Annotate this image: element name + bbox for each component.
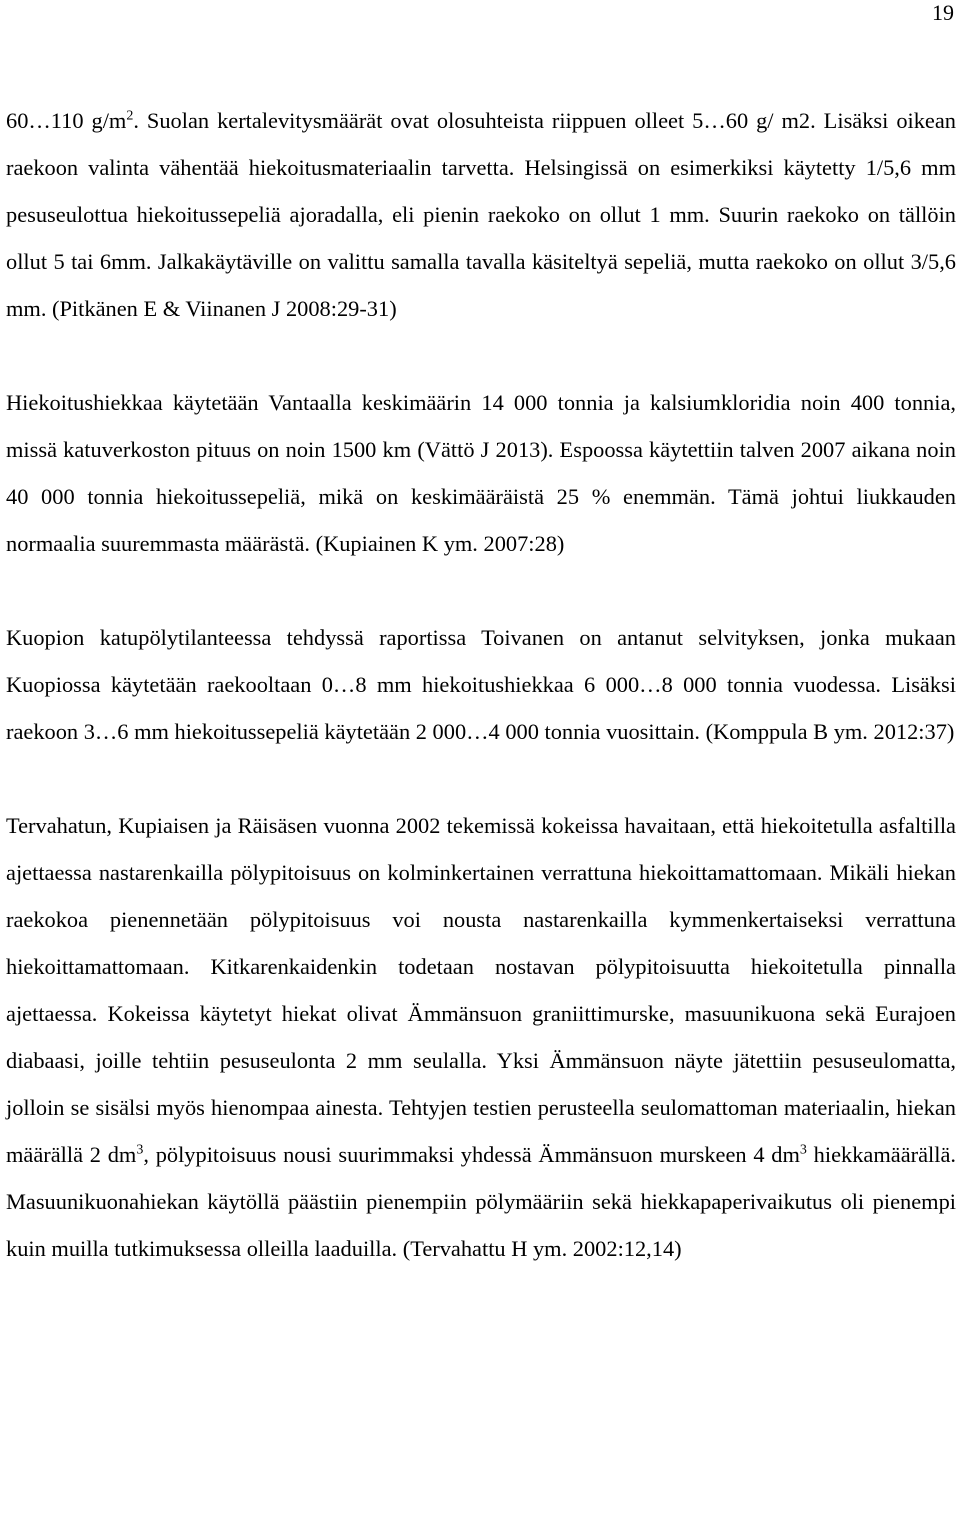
paragraph-text: 60…110 g/m	[6, 108, 127, 133]
body-text	[6, 97, 956, 1272]
paragraph-text: . Suolan kertalevitysmäärät ovat olosuhteista riippuen olleet 5…60 g/ m2. Lisäksi oikean raekoon valinta vähentää hiekoitusmateriaalin tarvetta. Helsingissä on esimerkiksi käytetty 1/5,6 mm pesuseulottua hiekoitussepeliä ajoradalla, eli pienin raekoko on ollut 1 mm. Suurin raekoko on tällöin ollut 5 tai 6mm. Jalkakäytäville on valittu samalla tavalla käsiteltyä sepeliä, mutta raekoko on ollut 3/5,6 mm. (Pitkänen E & Viinanen J 2008:29-31)	[6, 108, 957, 321]
paragraph-gap	[6, 755, 956, 802]
paragraph-road-salting	[6, 97, 956, 332]
paragraph-vantaa: Hiekoitushiekkaa käytetään Vantaalla keskimäärin 14 000 tonnia ja kalsiumkloridia noin 400 tonnia, missä katuverkoston pituus on noin 1500 km (Vättö J 2013). Espoossa käytettiin talven 2007 aikana noin 40 000 tonnia hiekoitussepeliä, mikä on keskimääräistä 25 % enemmän. Tämä johtui liukkauden normaalia suuremmasta määrästä. (Kupiainen K ym. 2007:28)	[6, 390, 956, 556]
paragraph-text: , pölypitoisuus nousi suurimmaksi yhdessä Ämmänsuon murskeen 4 dm	[143, 1142, 800, 1167]
paragraph-gap	[6, 567, 956, 614]
paragraph-text: hiekkamäärällä. Masuunikuonahiekan käytöllä päästiin pienempiin pölymääriin sekä hiekkapaperivaikutus oli pienempi kuin muilla tutkimuksessa olleilla laaduilla. (Tervahattu H ym. 2002:12,14)	[6, 1142, 957, 1261]
superscript: 3	[799, 1142, 807, 1158]
page-number: 19	[932, 0, 954, 25]
paragraph-text: Tervahatun, Kupiaisen ja Räisäsen vuonna 2002 tekemissä kokeissa havaitaan, että hiekoitetulla asfaltilla ajettaessa nastarenkailla pölypitoisuus on kolminkertainen verrattuna hiekoittamattomaan. Mikäli hiekan raekokoa pienennetään pölypitoisuus voi nousta nastarenkailla kymmenkertaiseksi verrattuna hiekoittamattomaan. Kitkarenkaidenkin todetaan nostavan pölypitoisuutta hiekoitetulla pinnalla ajettaessa. Kokeissa käytetyt hiekat olivat Ämmänsuon graniittimurske, masuunikuona sekä Eurajoen diabaasi, joille tehtiin pesuseulonta 2 mm seulalla. Yksi Ämmänsuon näyte jätettiin pesuseulomatta, jolloin se sisälsi myös hienompaa ainesta. Tehtyjen testien perusteella seulomattoman materiaalin, hiekan määrällä 2 dm	[6, 813, 956, 1167]
superscript: 2	[126, 108, 134, 124]
paragraph-kuopio: Kuopion katupölytilanteessa tehdyssä raportissa Toivanen on antanut selvityksen, jonka mukaan Kuopiossa käytetään raekooltaan 0…8 mm hiekoitushiekkaa 6 000…8 000 tonnia vuodessa. Lisäksi raekoon 3…6 mm hiekoitussepeliä käytetään 2 000…4 000 tonnia vuosittain. (Komppula B ym. 2012:37)	[6, 625, 956, 744]
paragraph-gap	[6, 332, 956, 379]
superscript: 3	[136, 1142, 144, 1158]
paragraph-tervahattu	[6, 802, 956, 1272]
